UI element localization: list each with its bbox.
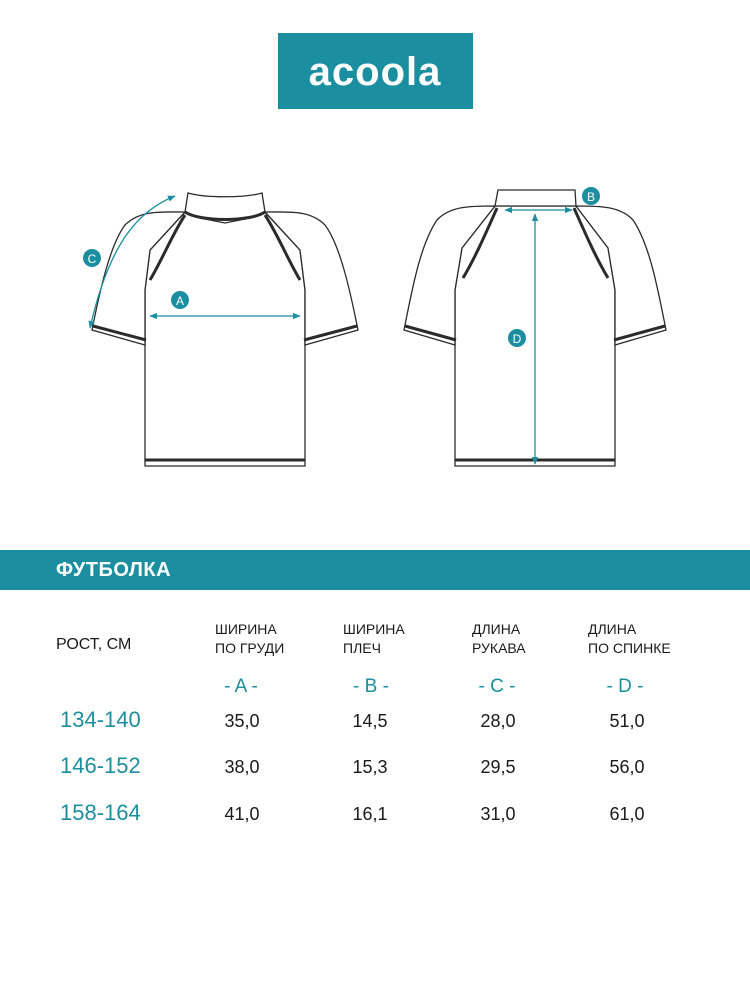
marker-a-label: A [175,294,185,308]
logo-wordmark: acoola [308,50,442,94]
brand-logo [278,33,473,109]
marker-c-label: C [87,252,97,266]
marker-d-label: D [512,332,522,346]
row-size: 158-164 [60,800,141,825]
row-cell: 51,0 [609,711,645,731]
column-header-chest: ШИРИНА ПО ГРУДИ [215,621,285,656]
row-cell: 28,0 [480,711,516,731]
section-title: ФУТБОЛКА [56,559,172,581]
row-cell: 14,5 [352,711,388,731]
row-cell: 56,0 [609,757,645,777]
garment-diagram [0,160,750,500]
size-column-header: РОСТ, СМ [56,636,132,653]
column-header-back-length: ДЛИНА ПО СПИНКЕ [588,621,671,656]
row-cell: 38,0 [224,757,260,777]
row-size: 134-140 [60,707,141,732]
column-code-d: - D - [606,676,644,697]
column-code-c: - C - [478,676,516,697]
column-code-b: - B - [353,676,389,697]
row-cell: 15,3 [352,757,388,777]
column-code-a: - A - [224,676,258,697]
row-cell: 61,0 [609,804,645,824]
row-cell: 29,5 [480,757,516,777]
row-size: 146-152 [60,753,141,778]
row-cell: 31,0 [480,804,516,824]
row-cell: 35,0 [224,711,260,731]
acoola-logo-icon [278,33,473,109]
marker-b-label: B [586,190,596,204]
section-header [0,550,750,590]
row-cell: 41,0 [224,804,260,824]
column-header-shoulders: ШИРИНА ПЛЕЧ [343,621,405,656]
column-header-sleeve: ДЛИНА РУКАВА [472,621,526,656]
tshirt-front [92,193,358,466]
row-cell: 16,1 [352,804,388,824]
